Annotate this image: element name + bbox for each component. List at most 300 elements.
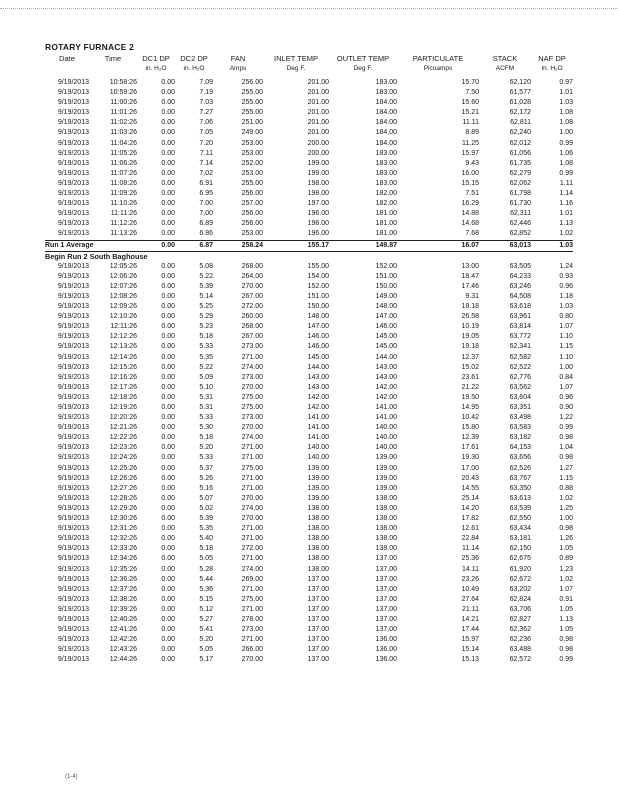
table-cell: 62,582	[509, 353, 531, 361]
table-cell: 0.00	[161, 484, 175, 492]
table-cell: 15.97	[461, 149, 479, 157]
table-cell: 1.03	[559, 303, 573, 311]
table-cell: 14.88	[461, 210, 479, 218]
table-cell: 12:18:26	[109, 393, 137, 401]
table-cell: 271.00	[241, 605, 263, 613]
table-cell: 0.90	[559, 404, 573, 411]
table-cell: 1.18	[559, 292, 573, 300]
footer-mark: (1-4)	[65, 774, 78, 780]
table-cell: 12:26:26	[109, 474, 137, 482]
table-cell: 5.33	[199, 454, 213, 462]
table-cell: 184.00	[375, 119, 397, 127]
table-cell: 5.08	[199, 262, 213, 270]
table-cell: 1.05	[559, 626, 573, 634]
table-cell: 138.00	[307, 504, 329, 512]
table-cell: 61,920	[509, 565, 531, 573]
table-cell: 138.00	[307, 525, 329, 533]
table-cell: 5.29	[199, 313, 213, 321]
table-cell: 270.00	[241, 424, 263, 432]
table-cell: 9/19/2013	[57, 169, 89, 177]
table-cell: 253.00	[241, 139, 263, 147]
table-cell: 61,730	[509, 200, 531, 208]
table-cell: 1.16	[559, 200, 573, 208]
table-cell: 5.17	[199, 656, 213, 664]
table-cell: 16.00	[461, 169, 479, 177]
col-dc2-header: DC2 DP in. H₂O	[180, 54, 208, 72]
table-cell: 5.40	[199, 535, 213, 543]
table-cell: 5.23	[199, 323, 213, 331]
table-cell: 141.00	[307, 414, 329, 422]
run1-average-row	[45, 240, 573, 251]
table-cell: 22.84	[461, 535, 479, 543]
table-cell: 138.00	[375, 504, 397, 512]
table-cell: 5.41	[199, 626, 213, 634]
table-cell: 200.00	[307, 139, 329, 147]
table-cell: 14.21	[461, 615, 479, 623]
table-cell: 274.00	[241, 363, 263, 371]
table-cell: 0.00	[161, 210, 175, 218]
table-cell: 62,236	[509, 636, 531, 644]
table-cell: 5.22	[199, 272, 213, 280]
table-cell: 62,522	[509, 363, 531, 371]
table-cell: 15.13	[461, 656, 479, 664]
table-cell: 0.00	[161, 190, 175, 198]
avg-cell: 6.87	[175, 240, 213, 251]
table-cell: 17.82	[461, 515, 479, 523]
table-cell: 9/19/2013	[57, 595, 89, 603]
table-cell: 12:17:26	[109, 383, 137, 391]
table-row	[45, 605, 573, 615]
table-cell: 152.00	[375, 262, 397, 270]
table-cell: 1.06	[559, 149, 573, 157]
table-cell: 253.00	[241, 149, 263, 157]
table-cell: 9/19/2013	[57, 646, 89, 654]
table-cell: 62,852	[509, 230, 531, 238]
table-row	[45, 272, 573, 282]
table-cell: 151.00	[375, 272, 397, 280]
table-cell: 11:12:26	[110, 220, 137, 228]
table-cell: 15.21	[461, 109, 479, 117]
table-cell: 1.01	[559, 210, 573, 218]
table-cell: 12:10:26	[109, 313, 137, 321]
table-cell: 0.00	[161, 494, 175, 502]
table-cell: 196.00	[307, 230, 329, 238]
table-cell: 0.00	[161, 565, 175, 573]
table-cell: 9/19/2013	[57, 109, 89, 117]
table-cell: 63,434	[509, 525, 531, 533]
table-row	[45, 179, 573, 189]
table-cell: 268.00	[241, 323, 263, 331]
table-cell: 275.00	[241, 464, 263, 472]
table-cell: 0.89	[559, 555, 573, 563]
table-cell: 255.00	[241, 109, 263, 117]
table-cell: 145.00	[375, 333, 397, 341]
table-cell: 9/19/2013	[57, 484, 89, 492]
table-cell: 9/19/2013	[57, 464, 89, 472]
table-row	[45, 219, 573, 229]
table-cell: 7.09	[199, 79, 213, 86]
table-cell: 1.04	[559, 444, 573, 452]
table-cell: 271.00	[241, 484, 263, 492]
table-row	[45, 595, 573, 605]
table-cell: 0.00	[161, 434, 175, 442]
table-cell: 9/19/2013	[57, 555, 89, 563]
table-cell: 6.89	[199, 220, 213, 228]
table-cell: 9/19/2013	[57, 474, 89, 482]
table-cell: 63,613	[509, 494, 531, 502]
table-cell: 11.14	[462, 545, 479, 553]
table-cell: 0.00	[161, 646, 175, 654]
table-cell: 17.44	[461, 626, 479, 634]
table-cell: 0.00	[161, 262, 175, 270]
avg-cell: 258.24	[213, 240, 263, 251]
table-row	[45, 524, 573, 534]
table-cell: 1.02	[559, 494, 573, 502]
table-cell: 138.00	[307, 545, 329, 553]
table-cell: 0.00	[161, 292, 175, 300]
table-cell: 0.00	[161, 605, 175, 613]
table-row	[45, 332, 573, 342]
table-cell: 273.00	[241, 626, 263, 634]
table-cell: 199.00	[307, 169, 329, 177]
table-cell: 184.00	[375, 99, 397, 107]
table-cell: 9/19/2013	[57, 373, 89, 381]
table-cell: 12.39	[461, 434, 479, 442]
table-cell: 0.00	[161, 363, 175, 371]
table-cell: 196.00	[307, 210, 329, 218]
table-cell: 12:21:26	[109, 424, 137, 432]
table-cell: 5.18	[199, 545, 213, 553]
table-cell: 201.00	[307, 99, 329, 107]
table-cell: 12:29:26	[109, 504, 137, 512]
table-cell: 0.99	[559, 656, 573, 664]
table-row	[45, 585, 573, 595]
table-cell: 184.00	[375, 139, 397, 147]
table-cell: 10.49	[461, 585, 479, 593]
table-cell: 7.06	[199, 119, 213, 127]
table-cell: 11:06:26	[110, 159, 137, 167]
table-cell: 9/19/2013	[57, 139, 89, 147]
table-cell: 23.61	[461, 373, 479, 381]
table-cell: 9/19/2013	[57, 129, 89, 137]
table-cell: 5.18	[199, 333, 213, 341]
table-cell: 182.00	[375, 200, 397, 208]
table-cell: 0.00	[161, 393, 175, 401]
table-cell: 9/19/2013	[57, 393, 89, 401]
table-cell: 5.20	[199, 444, 213, 452]
table-cell: 63,488	[509, 646, 531, 654]
table-cell: 63,182	[509, 434, 531, 442]
table-cell: 5.31	[199, 393, 213, 401]
table-cell: 0.98	[559, 636, 573, 644]
table-cell: 1.03	[559, 99, 573, 107]
table-cell: 63,604	[509, 393, 531, 401]
table-row	[45, 282, 573, 292]
table-cell: 15.02	[461, 363, 479, 371]
table-cell: 183.00	[375, 79, 397, 86]
table-cell: 142.00	[375, 393, 397, 401]
table-cell: 270.00	[241, 515, 263, 523]
table-cell: 144.00	[375, 353, 397, 361]
table-cell: 273.00	[241, 414, 263, 422]
table-cell: 5.35	[199, 525, 213, 533]
table-cell: 137.00	[375, 615, 397, 623]
table-cell: 62,240	[509, 129, 531, 137]
table-row	[45, 403, 573, 413]
table-cell: 143.00	[375, 373, 397, 381]
table-cell: 7.68	[465, 230, 479, 238]
table-cell: 140.00	[307, 444, 329, 452]
table-cell: 14.68	[461, 220, 479, 228]
table-cell: 255.00	[241, 99, 263, 107]
table-cell: 137.00	[307, 626, 329, 634]
table-cell: 63,562	[509, 383, 531, 391]
table-cell: 139.00	[375, 464, 397, 472]
table-cell: 139.00	[375, 474, 397, 482]
table-cell: 136.00	[375, 656, 397, 664]
table-cell: 12:24:26	[109, 454, 137, 462]
table-cell: 137.00	[375, 585, 397, 593]
table-cell: 138.00	[307, 565, 329, 573]
table-row	[45, 443, 573, 453]
table-cell: 12:07:26	[109, 282, 137, 290]
table-cell: 63,656	[509, 454, 531, 462]
table-cell: 0.00	[161, 129, 175, 137]
table-cell: 9/19/2013	[57, 444, 89, 452]
table-cell: 5.39	[199, 515, 213, 523]
table-cell: 274.00	[241, 434, 263, 442]
table-cell: 136.00	[375, 646, 397, 654]
table-cell: 12:42:26	[109, 636, 137, 644]
table-cell: 20.43	[461, 474, 479, 482]
table-cell: 10.42	[461, 414, 479, 422]
table-cell: 255.00	[241, 179, 263, 187]
table-cell: 138.00	[307, 555, 329, 563]
table-cell: 12:12:26	[109, 333, 137, 341]
table-cell: 62,279	[509, 169, 531, 177]
table-cell: 12:20:26	[109, 414, 137, 422]
table-cell: 62,362	[509, 626, 531, 634]
run1-average-label: Run 1 Average	[45, 240, 137, 251]
table-cell: 257.00	[241, 200, 263, 208]
table-row	[45, 108, 573, 118]
table-cell: 11:05:26	[110, 149, 137, 157]
table-cell: 62,776	[509, 373, 531, 381]
table-row	[45, 474, 573, 484]
table-cell: 146.00	[375, 323, 397, 331]
table-cell: 0.00	[161, 515, 175, 523]
table-cell: 148.00	[307, 313, 329, 321]
table-cell: 139.00	[375, 454, 397, 462]
table-cell: 9/19/2013	[57, 535, 89, 543]
table-cell: 148.00	[375, 303, 397, 311]
table-cell: 9/19/2013	[57, 504, 89, 512]
table-cell: 15.97	[461, 636, 479, 644]
table-cell: 9/19/2013	[57, 119, 89, 127]
table-cell: 275.00	[241, 393, 263, 401]
table-cell: 7.03	[199, 99, 213, 107]
table-cell: 0.00	[161, 656, 175, 664]
table-cell: 260.00	[241, 313, 263, 321]
table-cell: 12:36:26	[109, 575, 137, 583]
table-cell: 63,350	[509, 484, 531, 492]
table-row	[45, 625, 573, 635]
table-cell: 63,539	[509, 504, 531, 512]
table-cell: 200.00	[307, 149, 329, 157]
run1-rows	[45, 78, 573, 240]
table-cell: 1.05	[559, 605, 573, 613]
table-cell: 62,311	[510, 210, 531, 218]
table-cell: 7.51	[465, 190, 479, 198]
table-cell: 137.00	[307, 615, 329, 623]
table-cell: 61,798	[509, 190, 531, 198]
table-cell: 61,056	[509, 149, 531, 157]
table-cell: 0.84	[559, 373, 573, 381]
table-cell: 0.00	[161, 555, 175, 563]
table-cell: 271.00	[241, 474, 263, 482]
table-cell: 137.00	[307, 636, 329, 644]
scan-edge-top	[0, 8, 618, 9]
table-cell: 9/19/2013	[57, 363, 89, 371]
table-row	[45, 189, 573, 199]
table-row	[45, 118, 573, 128]
table-cell: 15.70	[461, 79, 479, 86]
table-cell: 7.11	[199, 149, 213, 157]
table-cell: 152.00	[307, 282, 329, 290]
table-cell: 0.00	[161, 343, 175, 351]
table-cell: 1.22	[559, 414, 573, 422]
table-cell: 5.28	[199, 565, 213, 573]
table-row	[45, 433, 573, 443]
table-cell: 1.08	[559, 159, 573, 167]
table-cell: 1.01	[559, 89, 573, 97]
table-cell: 138.00	[375, 525, 397, 533]
table-cell: 273.00	[241, 343, 263, 351]
table-cell: 0.93	[559, 272, 573, 280]
table-cell: 9/19/2013	[57, 220, 89, 228]
table-cell: 6.95	[199, 190, 213, 198]
table-cell: 1.10	[559, 333, 573, 341]
table-cell: 9/19/2013	[57, 414, 89, 422]
table-cell: 17.46	[461, 282, 479, 290]
table-cell: 9/19/2013	[57, 262, 89, 270]
table-cell: 9/19/2013	[57, 515, 89, 523]
table-cell: 0.00	[161, 119, 175, 127]
table-row	[45, 262, 573, 272]
table-cell: 9/19/2013	[57, 525, 89, 533]
table-cell: 12:34:26	[109, 555, 137, 563]
table-cell: 7.19	[199, 89, 213, 97]
table-cell: 0.00	[161, 139, 175, 147]
table-cell: 0.00	[161, 585, 175, 593]
table-cell: 270.00	[241, 494, 263, 502]
table-row	[45, 635, 573, 645]
table-cell: 275.00	[241, 595, 263, 603]
table-row	[45, 209, 573, 219]
table-cell: 271.00	[241, 555, 263, 563]
table-cell: 62,526	[509, 464, 531, 472]
col-time-header: Time	[104, 54, 122, 63]
table-cell: 0.00	[161, 303, 175, 311]
table-cell: 141.00	[307, 424, 329, 432]
table-cell: 62,572	[509, 656, 531, 664]
table-cell: 138.00	[375, 535, 397, 543]
table-cell: 0.00	[161, 525, 175, 533]
table-cell: 201.00	[307, 129, 329, 137]
table-cell: 182.00	[375, 190, 397, 198]
table-row	[45, 322, 573, 332]
table-cell: 9/19/2013	[57, 424, 89, 432]
table-cell: 15.60	[461, 99, 479, 107]
table-cell: 1.07	[559, 585, 573, 593]
table-cell: 137.00	[307, 646, 329, 654]
table-row	[45, 494, 573, 504]
table-cell: 6.91	[199, 179, 213, 187]
table-cell: 146.00	[307, 333, 329, 341]
table-cell: 14.95	[461, 404, 479, 411]
table-cell: 0.00	[161, 230, 175, 238]
table-cell: 9/19/2013	[57, 179, 89, 187]
table-row	[45, 484, 573, 494]
table-cell: 266.00	[241, 646, 263, 654]
table-cell: 0.00	[161, 595, 175, 603]
table-cell: 9/19/2013	[57, 454, 89, 462]
table-cell: 11:00:26	[110, 99, 137, 107]
table-cell: 138.00	[375, 494, 397, 502]
table-cell: 274.00	[241, 504, 263, 512]
table-cell: 0.00	[161, 444, 175, 452]
table-cell: 1.00	[559, 363, 573, 371]
table-cell: 5.36	[199, 585, 213, 593]
table-cell: 0.00	[161, 333, 175, 341]
table-cell: 5.33	[199, 343, 213, 351]
table-cell: 5.02	[199, 504, 213, 512]
table-cell: 61,028	[509, 99, 531, 107]
table-cell: 0.98	[559, 454, 573, 462]
table-cell: 1.00	[559, 129, 573, 137]
table-cell: 61,735	[509, 159, 531, 167]
table-cell: 14.55	[461, 484, 479, 492]
table-cell: 137.00	[307, 656, 329, 664]
table-row	[45, 88, 573, 98]
table-cell: 256.00	[241, 210, 263, 218]
table-cell: 142.00	[307, 393, 329, 401]
table-cell: 12:16:26	[109, 373, 137, 381]
table-cell: 9/19/2013	[57, 149, 89, 157]
table-cell: 12:41:26	[109, 626, 137, 634]
table-cell: 63,505	[509, 262, 531, 270]
table-cell: 12:22:26	[109, 434, 137, 442]
table-row	[45, 464, 573, 474]
table-cell: 12:19:26	[109, 404, 137, 411]
table-cell: 1.27	[559, 464, 573, 472]
table-cell: 12:25:26	[109, 464, 137, 472]
table-cell: 12:32:26	[109, 535, 137, 543]
table-cell: 9.43	[465, 159, 479, 167]
col-fan-header: FAN Amps	[229, 54, 247, 72]
table-cell: 201.00	[307, 119, 329, 127]
col-stack-header: STACK ACFM	[492, 54, 518, 72]
table-row	[45, 128, 573, 138]
table-cell: 0.96	[559, 393, 573, 401]
table-cell: 275.00	[241, 404, 263, 411]
table-cell: 62,824	[509, 595, 531, 603]
table-cell: 138.00	[375, 515, 397, 523]
table-cell: 5.05	[199, 646, 213, 654]
table-row	[45, 139, 573, 149]
table-cell: 137.00	[375, 565, 397, 573]
table-row	[45, 393, 573, 403]
